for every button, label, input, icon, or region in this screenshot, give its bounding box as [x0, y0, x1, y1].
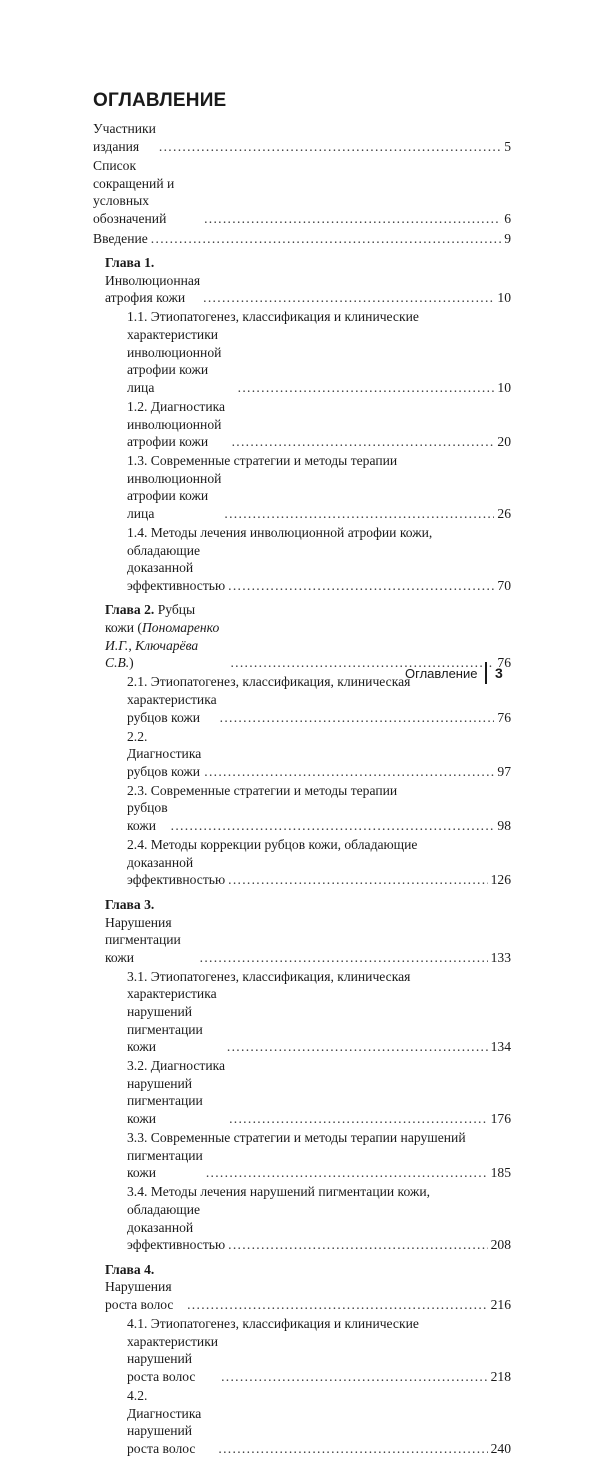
chapter-heading[interactable] — [105, 254, 511, 307]
chapter-3 — [105, 896, 511, 1254]
toc-page-number: 6 — [504, 210, 511, 226]
toc-page-number: 26 — [497, 505, 511, 521]
toc-entry-label-line2: обладающие доказанной эффективностью — [127, 1202, 226, 1253]
toc-subentry[interactable] — [127, 524, 511, 594]
toc-page-number: 216 — [490, 1297, 511, 1312]
toc-entry-label-line1: 1.3. Современные стратегии и методы терапии — [127, 453, 398, 469]
toc-entry-contributors[interactable] — [93, 120, 511, 155]
toc-subentry[interactable] — [127, 452, 511, 522]
toc-page-number: 185 — [490, 1165, 511, 1181]
dot-leader — [229, 1110, 488, 1128]
dot-leader — [200, 949, 488, 967]
toc-page-number: 208 — [490, 1237, 511, 1253]
dot-leader — [228, 871, 487, 889]
dot-leader — [204, 763, 494, 781]
toc-entry-label: Участники издания — [93, 121, 156, 154]
toc-entry-label-line1: 1.1. Этиопатогенез, классификация и клинические — [127, 309, 419, 325]
dot-leader — [228, 577, 494, 595]
toc-page-number: 10 — [497, 379, 511, 395]
toc-entry-label-line1: 1.4. Методы лечения инволюционной атрофии кожи, — [127, 525, 433, 541]
toc-page-number: 76 — [497, 655, 511, 671]
dot-leader — [232, 433, 495, 451]
toc-page-number: 5 — [504, 138, 511, 154]
toc-entry-label-line2: характеристика рубцов кожи — [127, 691, 217, 725]
toc-subentry[interactable] — [127, 782, 511, 835]
toc-page-number: 176 — [490, 1111, 511, 1127]
toc-entry-label-line2: характеристики инволюционной атрофии кожи лица — [127, 327, 222, 395]
toc-entry-abbreviations[interactable] — [93, 157, 511, 227]
toc-subentry[interactable] — [127, 1057, 511, 1127]
toc-entry-label-line2: доказанной эффективностью — [127, 854, 226, 888]
toc-page-number: 133 — [490, 949, 511, 965]
toc-entry-label-line1: 2.1. Этиопатогенез, классификация, клиническая — [127, 674, 411, 690]
chapter-4 — [105, 1261, 511, 1457]
toc-page-number: 70 — [497, 577, 511, 593]
toc-entry-label: 4.2. Диагностика нарушений роста волос — [127, 1387, 202, 1456]
toc-entry-label: Введение — [93, 230, 148, 246]
toc-entry-label-line2: характеристики нарушений роста волос — [127, 1333, 219, 1384]
running-footer-title: Оглавление — [405, 665, 478, 681]
toc-page-number: 20 — [497, 434, 511, 450]
toc-entry-label-line1: 3.3. Современные стратегии и методы терапии нарушений — [127, 1130, 466, 1146]
page-number: 3 — [494, 665, 503, 681]
toc-entry-label-line1: 3.1. Этиопатогенез, классификация, клиническая — [127, 968, 411, 984]
chapter-number: Глава 1. — [105, 255, 155, 271]
toc-entry-label-line2: характеристика нарушений пигментации кожи — [127, 986, 217, 1055]
toc-entry-label-line1: 2.4. Методы коррекции рубцов кожи, обладающие — [127, 837, 418, 853]
chapter-title: Рубцы кожи ( — [105, 602, 196, 636]
toc-subentry[interactable] — [127, 1183, 511, 1253]
dot-leader — [151, 230, 501, 248]
chapter-number: Глава 4. — [105, 1261, 155, 1277]
page-title: ОГЛАВЛЕНИЕ — [93, 90, 227, 111]
chapter-heading[interactable] — [105, 896, 511, 966]
dot-leader — [171, 817, 495, 835]
toc-entry-label: 2.2. Диагностика рубцов кожи — [127, 728, 202, 779]
toc-subentry[interactable] — [127, 836, 511, 889]
chapter-1 — [105, 254, 511, 594]
dot-leader — [228, 1236, 487, 1254]
chapter-title: Нарушения роста волос — [105, 1279, 174, 1312]
chapter-number: Глава 2. — [105, 602, 155, 618]
toc-page-number: 126 — [490, 872, 511, 888]
dot-leader — [159, 138, 501, 156]
toc-entry-label: 3.2. Диагностика нарушений пигментации кожи — [127, 1058, 226, 1127]
toc-entry-label-line2: пигментации кожи — [127, 1147, 203, 1181]
dot-leader — [220, 709, 495, 727]
toc-entry-label-line1: 2.3. Современные стратегии и методы терапии — [127, 782, 398, 798]
dot-leader — [206, 1164, 488, 1182]
footer-divider — [485, 662, 487, 684]
toc-entry-label-line2: инволюционной атрофии кожи лица — [127, 470, 222, 521]
toc-page-number: 9 — [504, 230, 511, 246]
toc-subentry[interactable] — [127, 398, 511, 451]
toc-subentry[interactable] — [127, 1129, 511, 1182]
chapter-authors: Пономаренко И.Г., Ключарёва С.В. — [105, 620, 220, 671]
chapter-title: Нарушения пигментации кожи — [105, 914, 181, 965]
table-of-contents — [93, 120, 511, 1457]
toc-page-number: 218 — [490, 1368, 511, 1384]
toc-entry-label: 1.2. Диагностика инволюционной атрофии кожи — [127, 398, 226, 450]
toc-page-number: 97 — [497, 763, 511, 779]
dot-leader — [218, 1440, 487, 1457]
chapter-heading[interactable] — [105, 1261, 511, 1314]
toc-subentry[interactable] — [127, 1387, 511, 1457]
toc-subentry[interactable] — [127, 308, 511, 396]
toc-page-number: 76 — [497, 709, 511, 725]
toc-subentry[interactable] — [127, 968, 511, 1056]
toc-entry-label-line1: 3.4. Методы лечения нарушений пигментации кожи, — [127, 1184, 430, 1200]
chapter-number: Глава 3. — [105, 896, 155, 912]
chapter-2 — [105, 601, 511, 889]
toc-entry-label-line2: рубцов кожи — [127, 800, 168, 834]
dot-leader — [221, 1368, 488, 1386]
chapter-title-close: ) — [129, 655, 134, 671]
toc-subentry[interactable] — [127, 1315, 511, 1385]
toc-entry-label: Список сокращений и условных обозначений — [93, 158, 175, 226]
toc-entry-introduction[interactable] — [93, 230, 511, 248]
toc-entry-label-line1: 4.1. Этиопатогенез, классификация и клинические — [127, 1316, 419, 1332]
page-footer — [405, 662, 503, 684]
toc-page-number: 10 — [497, 290, 511, 306]
dot-leader — [187, 1296, 488, 1314]
toc-page-number: 134 — [490, 1039, 511, 1055]
dot-leader — [238, 379, 495, 397]
dot-leader — [204, 210, 501, 228]
toc-subentry[interactable] — [127, 728, 511, 781]
dot-leader — [224, 505, 494, 523]
chapter-title: Инволюционная атрофия кожи — [105, 272, 201, 306]
toc-page-number: 240 — [490, 1440, 511, 1456]
toc-entry-label-line2: обладающие доказанной эффективностью — [127, 542, 226, 593]
dot-leader — [203, 289, 494, 307]
toc-page-number: 98 — [497, 818, 511, 834]
dot-leader — [227, 1038, 488, 1056]
